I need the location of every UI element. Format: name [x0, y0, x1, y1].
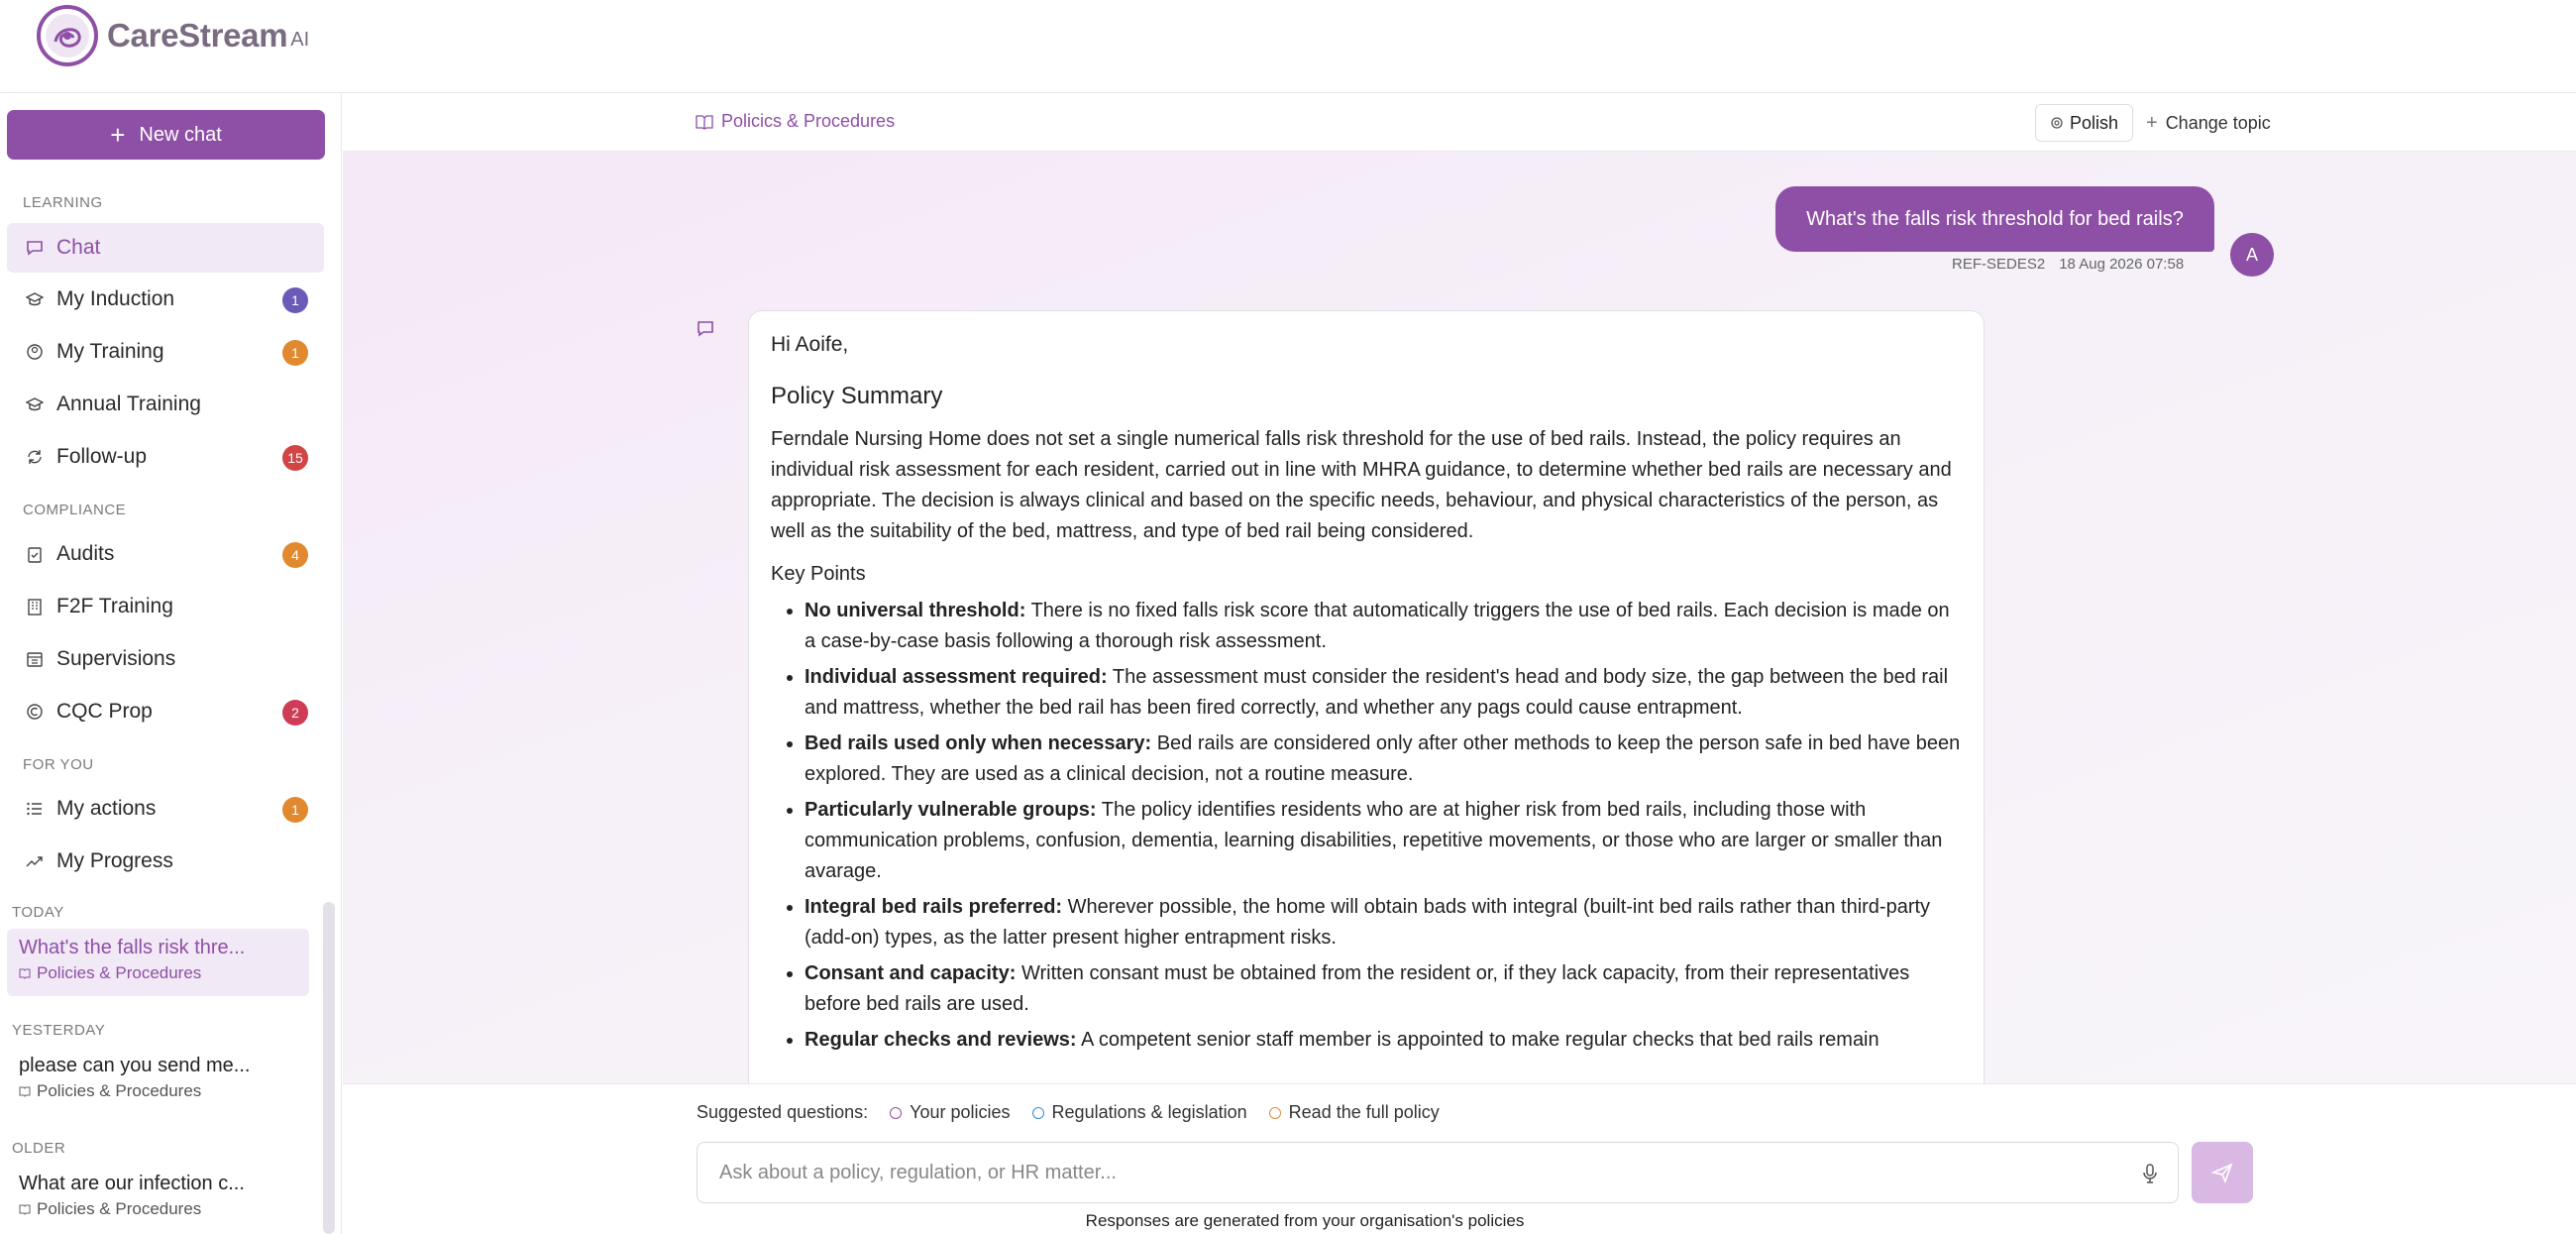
sidebar-item-label: Follow-up: [56, 445, 148, 468]
book-icon: [19, 967, 31, 979]
sidebar-item-label: My Progress: [56, 849, 173, 872]
graduation-cap-icon: [23, 287, 47, 311]
list-icon: [23, 797, 47, 821]
sidebar: [0, 94, 342, 1234]
sidebar-item-label: Supervisions: [56, 647, 176, 670]
key-point: • No universal threshold: There is no fixed falls risk score that automatically triggers the use of bed rails. Each decision is made on a case-by-case basis following a thorough risk assessment.: [805, 596, 1962, 657]
key-point: • Particularly vulnerable groups: The policy identifies residents who are at higher risk from bed rails, including those with communication problems, confusion, dementia, learning disabilities, repetitive movements, or those who are larger or smaller than avarage.: [805, 795, 1962, 887]
key-point: • Regular checks and reviews: A competent senior staff member is appointed to make regular checks that bed rails remain: [805, 1025, 1962, 1056]
sidebar-item-my-induction[interactable]: [7, 275, 324, 324]
sidebar-item-my-actions[interactable]: [7, 784, 324, 834]
suggested-label: Suggested questions:: [697, 1102, 869, 1122]
sidebar-item-label: Chat: [56, 236, 101, 259]
history-item-topic: Policies & Procedures: [19, 1199, 297, 1219]
brand-suffix: AI: [290, 28, 310, 51]
send-button[interactable]: [2192, 1142, 2253, 1203]
sidebar-item-my-training[interactable]: [7, 327, 324, 377]
new-chat-button[interactable]: [7, 110, 325, 160]
sidebar-item-cqc-prop[interactable]: [7, 687, 324, 736]
breadcrumb-label: Policics & Procedures: [721, 111, 896, 131]
sidebar-item-audits[interactable]: [7, 529, 324, 579]
disclaimer-note: Responses are generated from your organisation's policies: [1085, 1211, 1525, 1230]
chat-area: [343, 94, 2576, 1234]
count-badge: 1: [282, 287, 308, 313]
history-item[interactable]: [7, 1047, 309, 1114]
assistant-response-card: [748, 310, 1985, 1153]
message-timestamp: 18 Aug 2026 07:58: [2059, 256, 2185, 273]
suggested-questions: [697, 1102, 1440, 1123]
history-item-topic: Policies & Procedures: [19, 963, 297, 983]
message-input[interactable]: [697, 1142, 2179, 1203]
input-placeholder: Ask about a policy, regulation, or HR matter...: [719, 1161, 1117, 1183]
change-topic-button[interactable]: [2146, 104, 2271, 142]
book-icon: [19, 1203, 31, 1215]
count-badge: 15: [282, 445, 308, 471]
building-icon: [23, 595, 47, 618]
clipboard-check-icon: [23, 542, 47, 566]
history-item[interactable]: [7, 929, 309, 996]
new-chat-label: New chat: [139, 123, 222, 146]
graduation-cap-icon: [23, 393, 47, 416]
polish-button[interactable]: [2035, 104, 2133, 142]
history-older-heading: OLDER: [12, 1140, 66, 1157]
user-message-bubble: What's the falls risk threshold for bed rails?: [1775, 186, 2214, 252]
count-badge: 1: [282, 797, 308, 823]
breadcrumb[interactable]: [696, 111, 895, 132]
logo-mark-icon: [36, 4, 99, 67]
history-today-heading: TODAY: [12, 904, 64, 921]
key-points-heading: Key Points: [771, 563, 866, 585]
sidebar-item-label: My Induction: [56, 287, 175, 310]
response-heading: Policy Summary: [771, 383, 943, 409]
sidebar-item-label: Audits: [56, 542, 115, 565]
section-learning: LEARNING: [23, 194, 103, 211]
count-badge: 1: [282, 340, 308, 366]
assistant-chat-icon: [697, 320, 714, 338]
key-point: • Bed rails used only when necessary: Bed rails are considered only after other methods to keep the person safe in bed have been explored. They are used as a clinical decision, not a routine measure.: [805, 729, 1962, 790]
key-point: • Integral bed rails preferred: Wherever possible, the home will obtain bads with integral (built-int bed rails rather than third-party (add-on) types, as the latter present higher entrapment risks.: [805, 892, 1962, 954]
sidebar-item-my-progress[interactable]: [7, 837, 324, 886]
trend-up-icon: [23, 849, 47, 873]
circle-icon: [890, 1107, 902, 1119]
book-icon: [19, 1085, 31, 1097]
history-yesterday-heading: YESTERDAY: [12, 1022, 106, 1039]
plus-icon: +: [2146, 111, 2158, 134]
user-message-meta: [1952, 256, 2198, 273]
history-item-title: please can you send me...: [19, 1055, 251, 1076]
sidebar-item-label: CQC Prop: [56, 700, 153, 723]
gear-icon: [2050, 116, 2064, 130]
circle-icon: [1269, 1107, 1281, 1119]
badge-c-icon: [23, 700, 47, 724]
suggestion-chip[interactable]: Regulations & legislation: [1032, 1102, 1247, 1123]
response-summary: Ferndale Nursing Home does not set a single numerical falls risk threshold for the use of bed rails. Instead, the policy requires an individual risk assessment for each resident, carried out in line with MHRA guidance, to determine whether bed rails are necessary and appropriate. The decision is always clinical and based on the specific needs, behaviour, and physical characteristics of the person, as well as the suitability of the bed, mattress, and type of bed rail being considered.: [771, 428, 1952, 542]
brand-name: CareStream: [107, 17, 288, 54]
sidebar-item-supervisions[interactable]: [7, 634, 324, 684]
message-ref: REF-SEDES2: [1952, 256, 2046, 273]
sidebar-item-follow-up[interactable]: [7, 432, 324, 482]
count-badge: 4: [282, 542, 308, 568]
history-item-title: What's the falls risk thre...: [19, 937, 246, 958]
top-bar: [0, 0, 2576, 93]
change-topic-label: Change topic: [2165, 112, 2271, 133]
brand-logo[interactable]: [36, 4, 309, 67]
polish-label: Polish: [2070, 112, 2119, 133]
sidebar-item-chat[interactable]: [7, 223, 324, 273]
sidebar-item-label: Annual Training: [56, 393, 201, 415]
response-greeting: Hi Aoife,: [771, 333, 849, 356]
count-badge: 2: [282, 700, 308, 726]
history-item-topic: Policies & Procedures: [19, 1081, 297, 1101]
suggestion-chip[interactable]: Your policies: [890, 1102, 1010, 1123]
send-icon: [2211, 1162, 2233, 1183]
sidebar-item-label: My actions: [56, 797, 157, 820]
calendar-icon: [23, 647, 47, 671]
section-for-you: FOR YOU: [23, 756, 94, 773]
chat-bubble-icon: [23, 236, 47, 260]
key-point: • Individual assessment required: The assessment must consider the resident's head and body size, the gap between the bed rail and mattress, whether the bed rail has been fired correctly, and whether any pags could cause entrapment.: [805, 662, 1962, 724]
sidebar-item-annual-training[interactable]: [7, 380, 324, 429]
sidebar-item-label: F2F Training: [56, 595, 173, 617]
suggestion-chip[interactable]: Read the full policy: [1269, 1102, 1440, 1123]
sidebar-scrollbar[interactable]: [323, 902, 335, 1234]
history-item[interactable]: [7, 1165, 309, 1232]
microphone-icon[interactable]: [2140, 1163, 2160, 1184]
plus-icon: +: [110, 120, 126, 150]
section-compliance: COMPLIANCE: [23, 502, 127, 518]
key-points-list: [771, 596, 1962, 1056]
chat-header: [343, 94, 2576, 152]
circle-icon: [1032, 1107, 1044, 1119]
composer-area: [343, 1083, 2576, 1234]
sidebar-item-label: My Training: [56, 340, 164, 363]
history-item-title: What are our infection c...: [19, 1173, 245, 1194]
key-point: • Consant and capacity: Written consant must be obtained from the resident or, if they lack capacity, from their representatives before bed rails are used.: [805, 958, 1962, 1020]
user-avatar[interactable]: A: [2230, 233, 2274, 277]
book-icon: [696, 114, 713, 130]
sidebar-item-f2f-training[interactable]: [7, 582, 324, 631]
award-icon: [23, 340, 47, 364]
refresh-icon: [23, 445, 47, 469]
